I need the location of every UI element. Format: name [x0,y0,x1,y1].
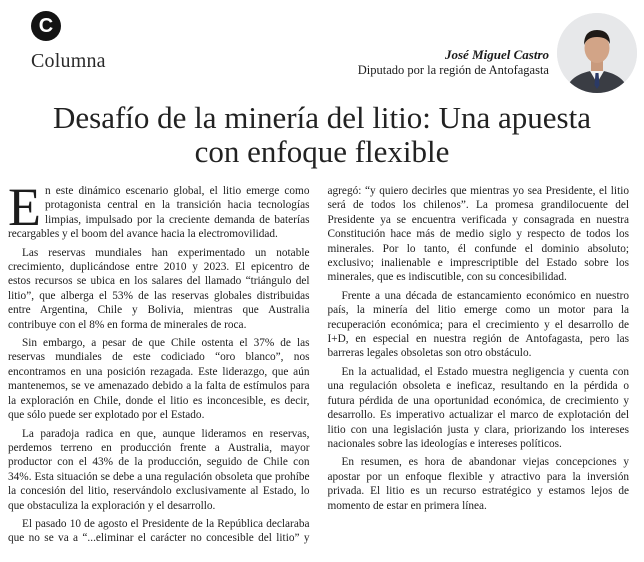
drop-cap: E [8,177,41,237]
author-role: Diputado por la región de Antofagasta [357,63,549,77]
author-name: José Miguel Castro [444,47,549,62]
author-portrait-icon [557,13,637,93]
author-block [358,47,549,79]
paragraph-1 [8,177,310,242]
paragraph-3: Sin embargo, a pesar de que Chile ostenta el 37% de las reservas mundiales de este codiciado “oro blanco”, nos encontramos en una posición rezagada. Este liderazgo, que aún mantenemos, se ve amenazado debido a la falta de estímulos para la exploración en Chile, donde el litio es inconcesible, es decir, que sólo puede ser explotado por el Estado. [8,337,310,422]
paragraph-4: La paradoja radica en que, aunque lideramos en reservas, perdemos terreno en producción frente a Australia, mayor productor con el 43% de la producción, seguido de Chile con 34%. Esta situación se debe a una regulación obsoleta que prohíbe la concesión del litio, reservándolo exclusivamente al Estado, lo que obstaculiza la exploración y el desarrollo. [8,427,310,512]
paragraph-5: El pasado 10 de agosto el Presidente de la República declaraba que no se va a “...eliminar el carácter no concesible del litio” y agregó: “y quiero decirles que mientras yo sea Presidente, el litio será de todos los chilenos”. La promesa grandilocuente del Presidente ya se encuentra verificada y consagrada en nuestra Constitución hace más de medio siglo y respecto de todos los minerales. Por lo tanto, él confunde el dominio absoluto; exclusivo; inalienable e imprescriptible del Estado sobre los minerales, que es indiscutible, con su concesibilidad. [8,185,629,545]
paragraph-2: Las reservas mundiales han experimentado un notable crecimiento, duplicándose entre 2010 y 2023. El epicentro de estos recursos se ubica en los salares del llamado “triángulo del litio”, que alberga el 53% de las reservas globales distribuidas entre Argentina, Chile y Bolivia, mientras que Australia contribuye con el 8% en forma de minerales de roca. [8,246,310,331]
paragraph-text: n este dinámico escenario global, el litio emerge como protagonista central en la transición hacia tecnologías limpias, impulsado por la creciente demanda de baterías recargables y el boom del avance hacia la electromovilidad. [8,185,310,241]
author-avatar [557,13,637,93]
paragraph-8: En resumen, es hora de abandonar viejas concepciones y apostar por un enfoque flexible y atractivo para la inversión privada. El litio es un recurso estratégico y estamos lejos de momento de estar en primera línea. [327,456,629,512]
column-header [0,0,644,96]
paragraph-6: Frente a una década de estancamiento económico en nuestro país, la minería del litio emerge como un motor para la recuperación económica; para el crecimiento y el desarrollo de I+D, en especial en nuestra región de Antofagasta, pero las barreras legales obsoletas son otro obstáculo. [327,289,629,360]
paragraph-7: En la actualidad, el Estado muestra negligencia y cuenta con una regulación obsoleta e ineficaz, resultando en la pérdida o futura pérdida de una oportunidad económica, de crecimiento y desarrollo. Es imperativo actualizar el marco de explotación del litio con una legislación justa y clara, priorizando los intereses nacionales sobre las ideologías e intereses políticos. [327,365,629,450]
headline-line-1: Desafío de la minería del litio: Una apuesta [52,100,591,135]
article-body [8,177,629,556]
section-label: Columna [31,50,106,72]
article-headline [20,101,624,169]
column-badge: C [31,11,61,41]
headline-line-2: con enfoque flexible [194,134,450,169]
